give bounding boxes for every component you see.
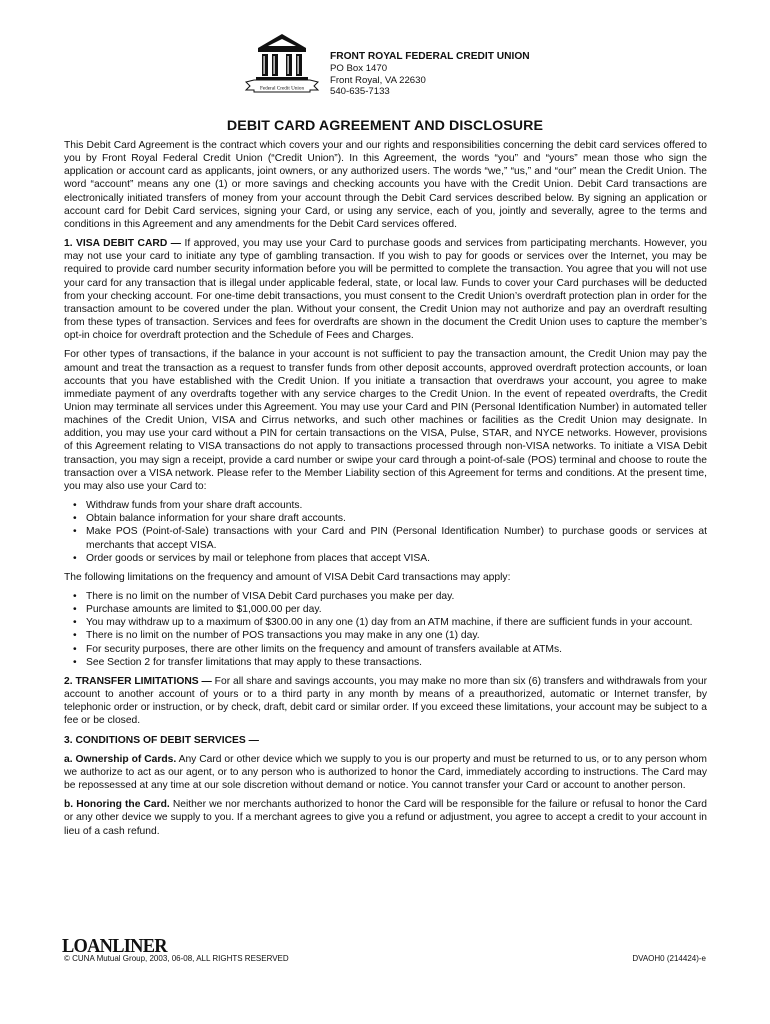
org-name: FRONT ROYAL FEDERAL CREDIT UNION (330, 51, 530, 62)
section-2-text: For all share and savings accounts, you may make no more than six (6) transfers and withdrawals from your account to another account of yours or to a third party in any month by means of a preauthorized, automatic or Internet transfer, by telephonic order or instruction, or by check, draft, debit card or similar order. If you exceed these limitations, your account may be subject to a fee or be closed. (64, 675, 707, 727)
list-item: • Purchase amounts are limited to $1,000.00 per day. (84, 603, 707, 616)
list-item: • Order goods or services by mail or telephone from places that accept VISA. (84, 552, 707, 565)
list-item: • There is no limit on the number of POS transactions you may make in any one (1) day. (84, 629, 707, 642)
section-3b-paragraph (64, 798, 707, 837)
section-3b-text: Neither we nor merchants authorized to honor the Card will be responsible for the failure or refusal to honor the Card or any other device we supply to you. If a merchant agrees to give you a refund or adjustment, you agree to accept a credit to your account in lieu of a cash refund. (64, 799, 707, 837)
logo-ribbon-text: Federal Credit Union (259, 85, 305, 92)
loanliner-logo: LOANLINER (62, 935, 167, 957)
city-state-zip: Front Royal, VA 22630 (330, 74, 426, 86)
credit-union-logo (244, 32, 320, 96)
list-item: • Withdraw funds from your share draft accounts. (84, 499, 707, 512)
list-item: • For security purposes, there are other limits on the frequency and amount of transfers available at ATMs. (84, 643, 707, 656)
limits-list (64, 590, 707, 669)
building-icon (244, 32, 320, 96)
copyright-notice: © CUNA Mutual Group, 2003, 06-08, ALL RIGHTS RESERVED (64, 954, 289, 963)
card-uses-list (64, 499, 707, 565)
section-3a-paragraph (64, 753, 707, 792)
section-3a-text: Any Card or other device which we supply to you is our property and must be returned to us, or to any person whom we authorize to act as our agent, or to any person who is authorized to honor the Card, immediately according to instructions. The Card may be repossessed at any time at our sole discretion without demand or notice. You cannot transfer your Card or account to another person. (64, 753, 707, 792)
address-block (330, 51, 530, 98)
limits-intro: The following limitations on the frequency and amount of VISA Debit Card transactions may apply: (64, 571, 511, 583)
section-1-paragraph-2: For other types of transactions, if the balance in your account is not sufficient to pay the transaction amount, the Credit Union may pay the amount and treat the transaction as a request to transfer funds from other deposit accounts, approved overdraft protection accounts, or loan accounts that you have established with the Credit Union. If you initiate a transaction that overdraws your account, you agree to make immediate payment of any overdrafts together with any service charges to the Credit Union. In the event of repeated overdrafts, the Credit Union may terminate all services under this Agreement. You may use your Card and PIN (Personal Identification Number) in automated teller machines of the Credit Union, VISA and Cirrus networks, and such other machines or facilities as the Credit Union may designate. In addition, you may use your card without a PIN for certain transactions on the VISA, Pulse, STAR, and NYCE networks. However, provisions of this Agreement relating to VISA transactions do not apply to transactions processed through non-VISA networks. To initiate a VISA Debit transaction, you may sign a receipt, provide a card number or swipe your card through a point-of-sale (POS) terminal and choose to route the transaction over a VISA network. Please refer to the Member Liability section of this Agreement for terms and conditions. At the present time, you may also use your Card to: (64, 349, 707, 492)
list-item: • See Section 2 for transfer limitations that may apply to these transactions. (84, 656, 707, 669)
intro-paragraph: This Debit Card Agreement is the contract which covers your and our rights and responsibilities concerning the debit card services offered to you by Front Royal Federal Credit Union (“Credit Union”). In this Agreement, the words “you” and “yours” mean those who sign the application or account card as applicants, joint owners, or any authorized users. The words “we,” “us,” and “our” mean the Credit Union. The word “account” means any one (1) or more savings and checking accounts you have with the Credit Union. Debit Card transactions are electronically initiated transfers of money from your account through the Debit Card services described below. By signing an application or account card for Debit Card services, signing your Card, or using any service, each of you, jointly and severally, agree to the terms and conditions in this Agreement and any amendments for the Debit Card services offered. (64, 140, 707, 230)
section-3a-heading: a. Ownership of Cards. (64, 753, 177, 765)
section-3-heading: 3. CONDITIONS OF DEBIT SERVICES — (64, 734, 259, 746)
section-2-heading: 2. TRANSFER LIMITATIONS — (64, 675, 212, 687)
section-2-paragraph (64, 675, 707, 728)
section-1-text: If approved, you may use your Card to purchase goods and services from participating merchants. However, you may not use your card to initiate any type of gambling transaction. If you wish to pay for goods or services over the Internet, you may be required to provide card number security information before you will be permitted to complete the transaction. You agree that you will not use your card for any transaction that is illegal under applicable federal, state, or local law. Funds to cover your Card purchases will be deducted from your checking account. For one-time debit transactions, you must consent to the Credit Union’s overdraft protection plan in order for the transaction amount to be covered under the plan. Without your consent, the Credit Union may not authorize and pay an overdraft resulting from these types of transaction. Services and fees for overdrafts are shown in the document the Credit Union uses to capture the member’s opt-in choice for overdraft protection and the Schedule of Fees and Charges. (64, 238, 707, 342)
list-item: • You may withdraw up to a maximum of $300.00 in any one (1) day from an ATM machine, if there are sufficient funds in your account. (84, 616, 707, 629)
document-title: DEBIT CARD AGREEMENT AND DISCLOSURE (226, 118, 544, 134)
list-item: • Make POS (Point-of-Sale) transactions with your Card and PIN (Personal Identification Number) to purchase goods or services at merchants that accept VISA. (84, 525, 707, 551)
list-item: • Obtain balance information for your share draft accounts. (84, 512, 707, 525)
agreement-body (64, 139, 707, 844)
po-box: PO Box 1470 (330, 62, 388, 74)
list-item: • There is no limit on the number of VISA Debit Card purchases you make per day. (84, 590, 707, 603)
form-code: DVAOH0 (214424)-e (632, 954, 706, 963)
phone-number: 540-635-7133 (330, 86, 390, 98)
section-1-heading: 1. VISA DEBIT CARD — (64, 238, 182, 250)
section-1-paragraph (64, 237, 707, 342)
section-3b-heading: b. Honoring the Card. (64, 799, 170, 811)
